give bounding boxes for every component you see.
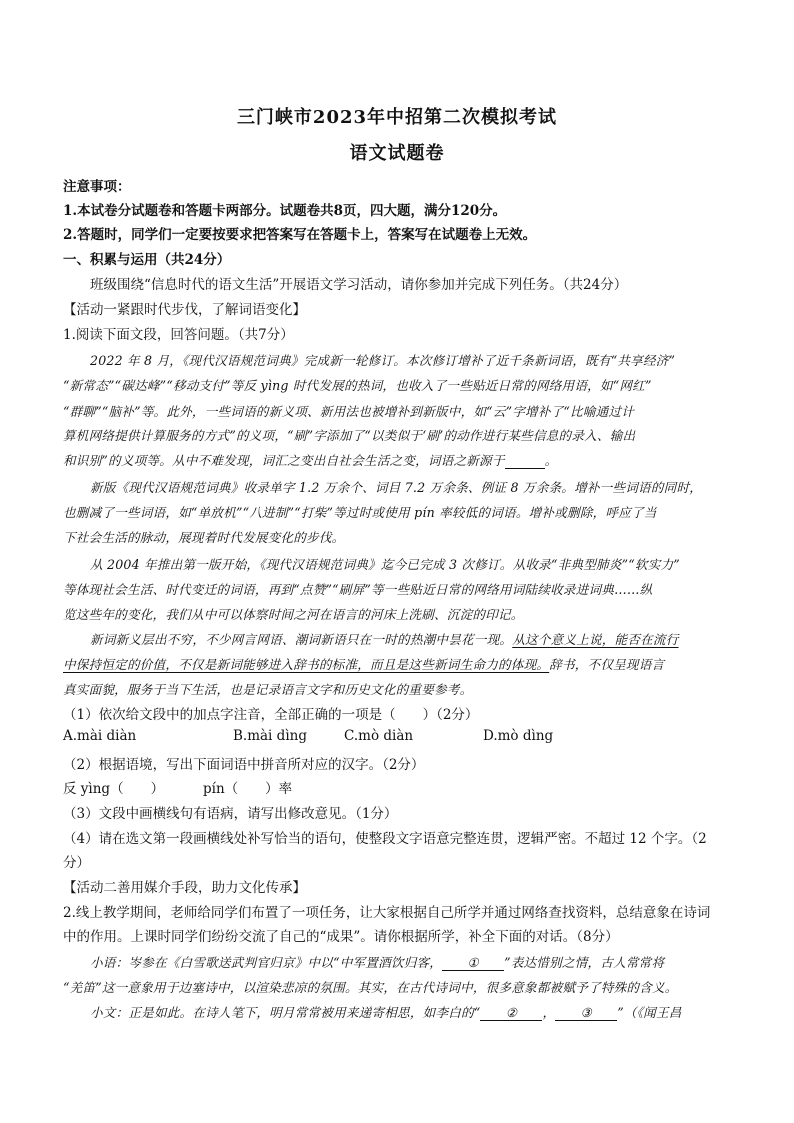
- dialogue-line: [90, 952, 758, 971]
- activity-1-heading: 【活动一紧跟时代步伐，了解词语变化】: [63, 302, 306, 318]
- passage-line: 从 2004 年推出第一版开始，《现代汉语规范词典》迄今已完成 3 次修订。从收录“非典型肺炎”“软实力”: [90, 557, 680, 572]
- passage-line: 2022 年 8 月，《现代汉语规范词典》完成新一轮修订。本次修订增补了近千条新词语，既有“共享经济”: [90, 353, 676, 368]
- sub-question-3: （3）文段中画横线句有语病，请写出修改意见。（1分）: [63, 806, 398, 822]
- option-d: D.mò dìng: [483, 728, 554, 744]
- underlined-sentence: 中保持恒定的价值，不仅是新词能够进入辞书的标准，而且是这些新词生命力的体现。: [63, 657, 550, 672]
- answer-blank: [505, 453, 545, 469]
- passage-text: 。: [544, 453, 558, 468]
- exam-subtitle: 语文试题卷: [349, 143, 445, 164]
- notice-item-2: 2.答题时，同学们一定要按要求把答案写在答题卡上，答案写在试题卷上无效。: [63, 227, 537, 243]
- passage-line: [90, 629, 758, 648]
- sub-question-4: （4）请在选文第一段画横线处补写恰当的语句，使整段文字语意完整连贯，逻辑严密。不超过 12 个字。（2: [63, 831, 707, 847]
- sub-question-2-a: 反 yìng（ ）: [63, 781, 165, 797]
- passage-text: 新词新义层出不穷，不少网言网语、潮词新语只在一时的热潮中昙花一现。: [90, 632, 513, 647]
- passage-line: 下社会生活的脉动，展现着时代发展变化的步伐。: [63, 530, 345, 545]
- passage-line: [63, 654, 731, 673]
- section-1-heading: 一、积累与运用（共24分）: [63, 252, 231, 268]
- passage-line: “群聊”“脑补”等。此外，一些词语的新义项、新用法也被增补到新版中，如“云”字增补了“比喻通过计: [63, 404, 635, 419]
- task-intro: 班级围绕“信息时代的语文生活”开展语文学习活动，请你参加并完成下列任务。（共24分）: [90, 277, 628, 293]
- sub-question-2: （2）根据语境，写出下面词语中拼音所对应的汉字。（2分）: [63, 757, 425, 773]
- dialogue-text: ”（《闻王昌: [617, 1005, 682, 1020]
- passage-text: 辞书，不仅呈现语言: [549, 657, 665, 672]
- passage-line: “新常态”“碳达峰”“移动支付”等反 yìng 时代发展的热词，也收入了一些贴近日常的网络用语，如“网红”: [63, 378, 652, 393]
- passage-line: [63, 450, 731, 469]
- passage-line: 真实面貌，服务于当下生活，也是记录语言文字和历史文化的重要参考。: [63, 682, 473, 697]
- notice-item-1: 1.本试卷分试题卷和答题卡两部分。试题卷共8页，四大题，满分120分。: [63, 203, 507, 219]
- question-2-cont: 中的作用。上课时同学们纷纷交流了自己的“成果”。请你根据所学，补全下面的对话。（8分）: [63, 929, 619, 945]
- passage-text: 和识别”的义项等。从中不难发现，词汇之变出自社会生活之变，词语之新源于: [63, 453, 505, 468]
- answer-blank-3: ③: [555, 1005, 617, 1021]
- passage-line: 览这些年的变化，我们从中可以体察时间之河在语言的河床上洗刷、沉淀的印记。: [63, 607, 524, 622]
- sub-question-1: （1）依次给文段中的加点字注音，全部正确的一项是（ ）（2分）: [63, 707, 479, 723]
- sub-question-4-cont: 分）: [63, 855, 90, 871]
- sub-question-2-b: pín（ ）率: [203, 781, 293, 797]
- dialogue-text: ”表达惜别之情，古人常常将: [504, 955, 665, 970]
- exam-title: 三门峡市2023年中招第二次模拟考试: [236, 107, 558, 128]
- activity-2-heading: 【活动二善用媒介手段，助力文化传承】: [63, 880, 306, 896]
- option-c: C.mò diàn: [344, 728, 414, 744]
- passage-line: 新版《现代汉语规范词典》收录单字 1.2 万余个、词目 7.2 万余条、例证 8 万余条。增补一些词语的同时，: [90, 480, 703, 495]
- dialogue-line: “羌笛”这一意象用于边塞诗中，以渲染悲凉的氛围。其实，在古代诗词中，很多意象都被赋予了特殊的含义。: [63, 980, 678, 995]
- option-a: A.mài diàn: [63, 728, 137, 744]
- answer-blank-1: ①: [442, 955, 504, 971]
- passage-line: 算机网络提供计算服务的方式”的义项，“刷”字添加了“以类似于‘刷’的动作进行某些信息的录入、输出: [63, 428, 636, 443]
- question-2: 2.线上教学期间，老师给同学们布置了一项任务，让大家根据自己所学并通过网络查找资料，总结意象在诗词: [63, 905, 711, 921]
- answer-blank-2: ②: [480, 1005, 542, 1021]
- passage-line: 也删减了一些词语，如“单放机”“八进制”“打柴”等过时或使用 pín 率较低的词语。增补或删除，呼应了当: [63, 505, 657, 520]
- notice-heading: 注意事项：: [63, 179, 131, 195]
- passage-line: 等体现社会生活、时代变迁的词语，再到“点赞”“刷屏”等一些贴近日常的网络用词陆续收录进词典……纵: [63, 582, 653, 597]
- dialogue-text: 小文：正是如此。在诗人笔下，明月常常被用来递寄相思，如李白的“: [90, 1005, 481, 1020]
- dialogue-text: 小语：岑参在《白雪歌送武判官归京》中以“中军置酒饮归客，: [90, 955, 443, 970]
- dialogue-line: [90, 1002, 758, 1021]
- underlined-sentence: 从这个意义上说，能否在流行: [512, 632, 679, 647]
- question-1-heading: 1.阅读下面文段，回答问题。（共7分）: [63, 327, 294, 343]
- option-b: B.mài dìng: [233, 728, 307, 744]
- dialogue-text: ，: [542, 1005, 556, 1020]
